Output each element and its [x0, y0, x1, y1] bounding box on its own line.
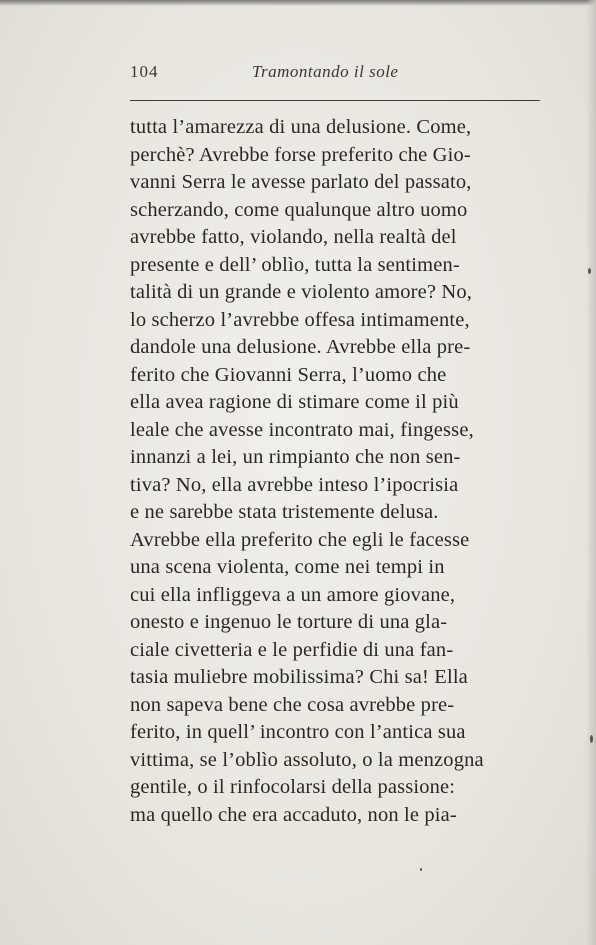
page-right-edge — [586, 0, 596, 945]
text-line: ferito che Giovanni Serra, l’uomo che — [130, 363, 447, 386]
text-line: presente e dell’ oblìo, tutta la sentimen- — [130, 253, 460, 276]
text-line: ma quello che era accaduto, non le pia- — [130, 803, 457, 826]
text-line: gentile, o il rinfocolarsi della passione: — [130, 776, 456, 798]
text-line: e ne sarebbe stata tristemente delusa. — [130, 501, 439, 523]
text-line: Avrebbe ella preferito che egli le facesse — [130, 528, 470, 551]
text-line: vittima, se l’oblìo assoluto, o la menzogna — [130, 748, 484, 771]
text-line: tutta l’amarezza di una delusione. Come, — [130, 116, 472, 138]
text-line: una scena violenta, come nei tempi in — [130, 556, 445, 578]
text-line: onesto e ingenuo le torture di una gla- — [130, 611, 448, 633]
text-line: scherzando, come qualunque altro uomo — [130, 198, 468, 221]
text-line: tasia muliebre mobilissima? Chi sa! Ella — [130, 666, 468, 688]
text-line: cui ella infliggeva a un amore giovane, — [130, 583, 456, 606]
page-number: 104 — [130, 62, 159, 81]
text-line: avrebbe fatto, violando, nella realtà del — [130, 226, 457, 248]
text-line: ferito, in quell’ incontro con l’antica sua — [130, 721, 466, 743]
text-line: ciale civetteria e le perfidie di una fan- — [130, 638, 454, 661]
text-line: perchè? Avrebbe forse preferito che Gio- — [130, 143, 471, 166]
text-line: talità di un grande e violento amore? No, — [130, 281, 473, 303]
text-line: tiva? No, ella avrebbe inteso l’ipocrisia — [130, 473, 459, 496]
text-line: innanzi a lei, un rimpianto che non sen- — [130, 446, 461, 468]
page-top-edge — [0, 0, 596, 6]
body-text — [130, 114, 550, 829]
text-line: vanni Serra le avesse parlato del passato, — [130, 171, 472, 193]
running-title: Tramontando il sole — [252, 62, 399, 81]
text-line: leale che avesse incontrato mai, fingesse, — [130, 418, 474, 441]
text-line: lo scherzo l’avrebbe offesa intimamente, — [130, 308, 470, 331]
text-line: dandole una delusione. Avrebbe ella pre- — [130, 336, 471, 358]
print-speck — [588, 268, 591, 274]
header-rule — [130, 100, 540, 101]
print-speck — [420, 868, 422, 871]
text-line: non sapeva bene che cosa avrebbe pre- — [130, 693, 455, 716]
print-speck — [590, 735, 593, 743]
text-line: ella avea ragione di stimare come il più — [130, 391, 459, 413]
page-header — [130, 62, 540, 90]
